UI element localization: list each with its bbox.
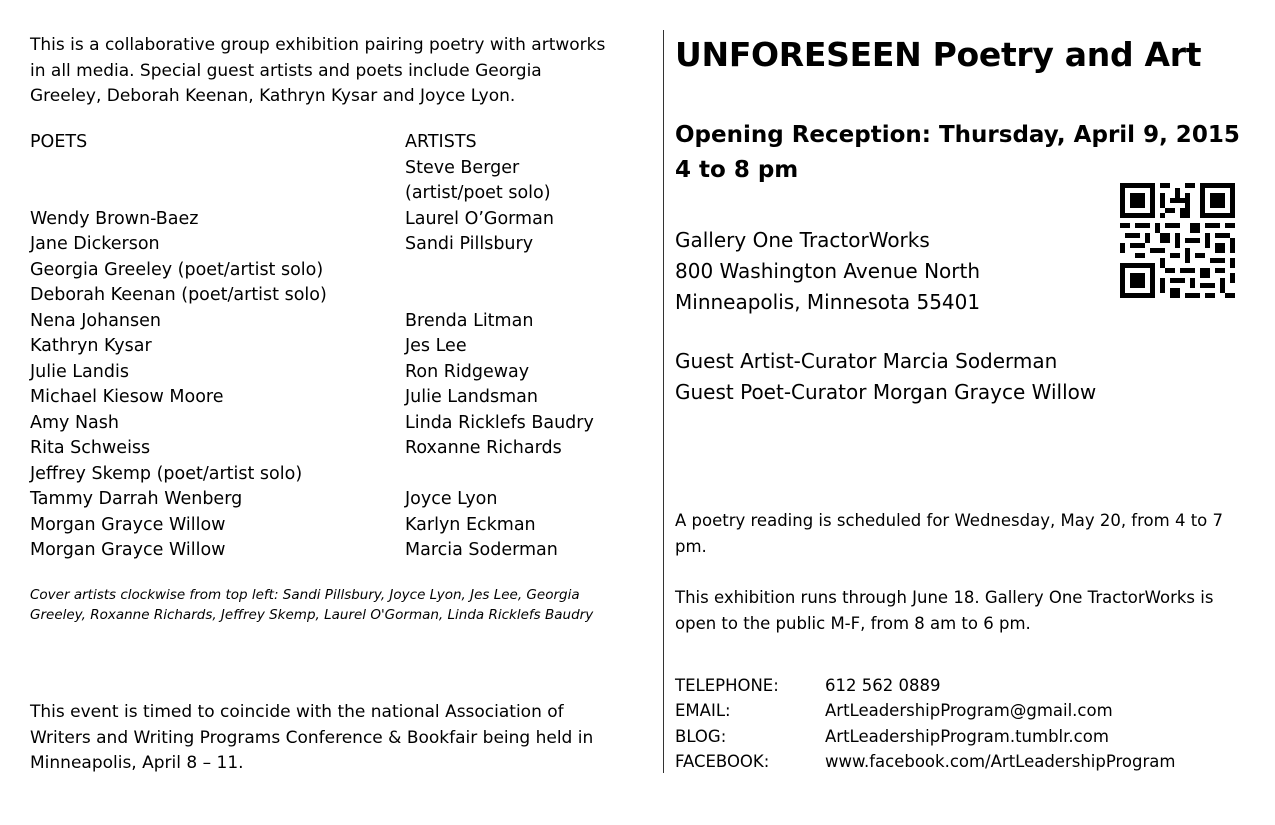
telephone-value: 612 562 0889 <box>825 676 941 695</box>
artist-name: Brenda Litman <box>405 310 534 331</box>
poet-name: Michael Kiesow Moore <box>30 387 224 407</box>
cover-artists-credit: Cover artists clockwise from top left: Sandi Pillsbury, Joyce Lyon, Jes Lee, Georgia Greeley, Roxanne Richards, Jeffrey Skemp, Laurel O'Gorman, Linda Ricklefs Baudry <box>30 587 594 623</box>
contact-info <box>675 673 1175 774</box>
artist-curator: Guest Artist-Curator Marcia Soderman <box>675 349 1058 373</box>
artist-name: Laurel O’Gorman <box>405 208 554 229</box>
venue-address <box>675 225 980 318</box>
exhibition-hours-note: This exhibition runs through June 18. Gallery One TractorWorks is open to the public M-F, from 8 am to 6 pm. <box>675 588 1214 633</box>
reception-date: Opening Reception: Thursday, April 9, 2015 <box>675 122 1240 148</box>
poet-name: Julie Landis <box>30 361 129 382</box>
artists-header: ARTISTS <box>405 132 477 152</box>
poet-name <box>30 181 327 207</box>
poet-name: Nena Johansen <box>30 310 161 331</box>
blog-link[interactable]: ArtLeadershipProgram.tumblr.com <box>825 726 1109 746</box>
poetry-reading-note: A poetry reading is scheduled for Wednesday, May 20, from 4 to 7 pm. <box>675 511 1224 556</box>
artist-name: Ron Ridgeway <box>405 361 530 382</box>
artists-list <box>405 130 594 564</box>
poet-name: Georgia Greeley (poet/artist solo) <box>30 259 324 280</box>
artist-name: Marcia Soderman <box>405 540 558 560</box>
artist-name: Roxanne Richards <box>405 438 562 458</box>
facebook-link[interactable]: www.facebook.com/ArtLeadershipProgram <box>825 751 1176 771</box>
poet-name: Deborah Keenan (poet/artist solo) <box>30 285 327 305</box>
qr-code-icon[interactable] <box>1120 183 1235 298</box>
poet-name: Tammy Darrah Wenberg <box>30 489 243 509</box>
contact-row-telephone <box>675 673 1175 698</box>
poet-name: Morgan Grayce Willow <box>30 514 226 535</box>
intro-paragraph: This is a collaborative group exhibition pairing poetry with artworks in all media. Special guest artists and poets include Georgia Greeley, Deborah Keenan, Kathryn Kysar and Joyce Lyon. <box>30 35 606 106</box>
venue-city: Minneapolis, Minnesota 55401 <box>675 290 981 314</box>
reception-time: 4 to 8 pm <box>675 157 799 183</box>
artist-name <box>405 258 594 284</box>
artist-name <box>405 462 594 488</box>
poet-name: Amy Nash <box>30 412 119 433</box>
artist-name: Karlyn Eckman <box>405 514 536 535</box>
poet-name: Wendy Brown-Baez <box>30 208 199 229</box>
venue-street: 800 Washington Avenue North <box>675 259 981 283</box>
poets-list <box>30 130 327 564</box>
poet-name <box>30 156 327 182</box>
contact-row-facebook <box>675 749 1175 774</box>
artist-name: Jes Lee <box>405 336 467 356</box>
artist-name: Steve Berger <box>405 157 520 178</box>
contact-row-email <box>675 698 1175 723</box>
column-divider <box>663 30 664 773</box>
artist-name: (artist/poet solo) <box>405 183 551 203</box>
opening-reception <box>675 118 1240 188</box>
contact-row-blog <box>675 724 1175 749</box>
poet-name: Rita Schweiss <box>30 438 151 458</box>
artist-name: Sandi Pillsbury <box>405 234 534 254</box>
artist-name: Julie Landsman <box>405 387 538 407</box>
poet-name: Jane Dickerson <box>30 234 160 254</box>
artist-name: Linda Ricklefs Baudry <box>405 412 594 433</box>
poet-curator: Guest Poet-Curator Morgan Grayce Willow <box>675 380 1097 404</box>
conference-note: This event is timed to coincide with the national Association of Writers and Writing Programs Conference & Bookfair being held in Minneapolis, April 8 – 11. <box>30 702 594 773</box>
contact-label: EMAIL: <box>675 701 731 721</box>
contact-label: BLOG: <box>675 726 727 746</box>
poet-name: Jeffrey Skemp (poet/artist solo) <box>30 463 303 484</box>
venue-name: Gallery One TractorWorks <box>675 228 930 252</box>
poet-name: Morgan Grayce Willow <box>30 540 226 560</box>
poet-name: Kathryn Kysar <box>30 336 152 356</box>
exhibition-title: UNFORESEEN Poetry and Art <box>675 35 1202 74</box>
poets-header: POETS <box>30 132 88 152</box>
contact-label: FACEBOOK: <box>675 751 770 771</box>
contact-label: TELEPHONE: <box>675 676 779 695</box>
artist-name: Joyce Lyon <box>405 489 498 509</box>
artist-name <box>405 283 594 309</box>
curators <box>675 346 1096 408</box>
email-link[interactable]: ArtLeadershipProgram@gmail.com <box>825 701 1113 721</box>
